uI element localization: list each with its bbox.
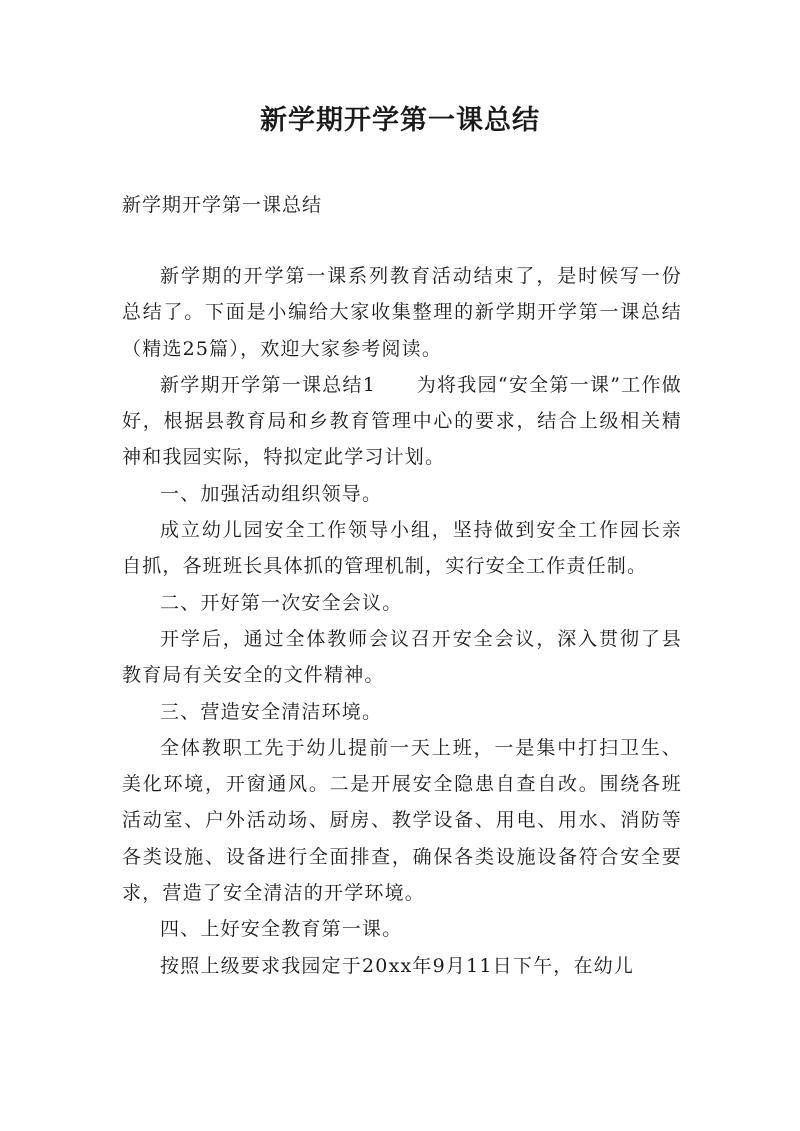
section-heading: 四、上好安全教育第一课。 xyxy=(160,918,403,941)
paragraph: 成立幼儿园安全工作领导小组，坚持做到安全工作园长亲自抓，各班班长具体抓的管理机制，实行安全工作责任制。 xyxy=(122,519,682,578)
document-subtitle: 新学期开学第一课总结 xyxy=(122,194,323,216)
section-heading: 二、开好第一次安全会议。 xyxy=(160,591,403,614)
document-body xyxy=(122,258,682,984)
paragraph: 新学期开学第一课总结1 为将我园“安全第一课”工作做好，根据县教育局和乡教育管理中心的要求，结合上级相关精神和我园实际，特拟定此学习计划。 xyxy=(122,373,682,469)
paragraph: 按照上级要求我园定于20xx年9月11日下午，在幼儿 xyxy=(160,954,635,977)
section-heading: 一、加强活动组织领导。 xyxy=(160,482,383,505)
paragraph: 全体教职工先于幼儿提前一天上班，一是集中打扫卫生、美化环境，开窗通风。二是开展安全隐患自查自改。围绕各班活动室、户外活动场、厨房、教学设备、用电、用水、消防等各类设施、设备进行全面排查，确保各类设施设备符合安全要求，营造了安全清洁的开学环境。 xyxy=(122,736,682,905)
document-title: 新学期开学第一课总结 xyxy=(260,105,540,136)
paragraph: 开学后，通过全体教师会议召开安全会议，深入贯彻了县教育局有关安全的文件精神。 xyxy=(122,627,682,687)
paragraph: 新学期的开学第一课系列教育活动结束了，是时候写一份总结了。下面是小编给大家收集整理的新学期开学第一课总结（精选25篇），欢迎大家参考阅读。 xyxy=(122,265,682,360)
section-heading: 三、营造安全清洁环境。 xyxy=(160,700,383,723)
